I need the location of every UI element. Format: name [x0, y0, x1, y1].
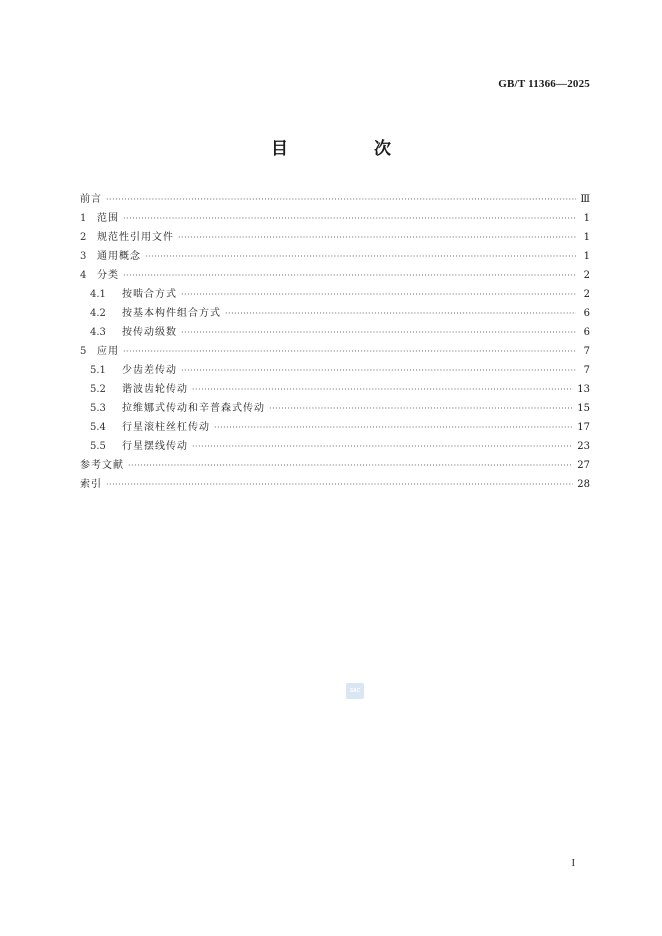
- toc-entry[interactable]: [80, 475, 590, 494]
- toc-entry-page: 1: [583, 232, 590, 243]
- toc-entry-label: 索引: [80, 479, 102, 490]
- toc-dot-leader: [128, 456, 573, 475]
- toc-entry-page: 27: [577, 460, 590, 471]
- toc-entry-label: 规范性引用文件: [97, 232, 174, 243]
- toc-dot-leader: [181, 285, 576, 304]
- toc-dot-leader: [106, 190, 576, 209]
- toc-entry[interactable]: [80, 437, 590, 456]
- toc-entry-number: 1: [80, 213, 87, 224]
- toc-entry-page: 13: [577, 384, 590, 395]
- standard-number: GB/T 11366—2025: [498, 78, 590, 90]
- toc-entry-number: 5.1: [90, 365, 106, 376]
- toc-entry-label: 分类: [97, 270, 119, 281]
- toc-entry[interactable]: [80, 266, 590, 285]
- toc-dot-leader: [145, 247, 576, 266]
- toc-entry-page: 7: [583, 346, 590, 357]
- toc-dot-leader: [181, 361, 576, 380]
- toc-entry[interactable]: [80, 285, 590, 304]
- toc-dot-leader: [192, 380, 573, 399]
- toc-entry-page: 2: [583, 270, 590, 281]
- toc-entry[interactable]: [80, 456, 590, 475]
- toc-entry-number: 4.2: [90, 308, 106, 319]
- toc-entry-number: 5.3: [90, 403, 106, 414]
- toc-entry-number: 5.5: [90, 441, 106, 452]
- toc-entry-page: 23: [577, 441, 590, 452]
- toc-entry-page: 17: [577, 422, 590, 433]
- toc-dot-leader: [178, 228, 576, 247]
- toc-entry-label: 按传动级数: [122, 327, 177, 338]
- table-of-contents: [80, 190, 590, 494]
- toc-entry-page: 1: [583, 251, 590, 262]
- toc-entry[interactable]: [80, 361, 590, 380]
- toc-entry-number: 5.4: [90, 422, 106, 433]
- toc-entry[interactable]: [80, 190, 590, 209]
- toc-entry-label: 行星摆线传动: [122, 441, 188, 452]
- toc-dot-leader: [181, 323, 576, 342]
- toc-dot-leader: [123, 209, 576, 228]
- toc-entry-label: 通用概念: [97, 251, 141, 262]
- page-number: I: [571, 858, 575, 869]
- toc-entry[interactable]: [80, 342, 590, 361]
- toc-entry[interactable]: [80, 380, 590, 399]
- toc-entry[interactable]: [80, 228, 590, 247]
- toc-entry[interactable]: [80, 304, 590, 323]
- toc-entry-page: 2: [583, 289, 590, 300]
- toc-entry-number: 5.2: [90, 384, 106, 395]
- toc-entry-page: 28: [577, 479, 590, 490]
- toc-entry-number: 4.3: [90, 327, 106, 338]
- toc-title: 目 次: [271, 139, 431, 159]
- toc-entry-page: 15: [577, 403, 590, 414]
- toc-entry-number: 2: [80, 232, 87, 243]
- toc-dot-leader: [214, 418, 573, 437]
- toc-entry[interactable]: [80, 399, 590, 418]
- toc-dot-leader: [192, 437, 573, 456]
- toc-entry[interactable]: [80, 418, 590, 437]
- toc-entry-label: 拉维娜式传动和辛普森式传动: [122, 403, 265, 414]
- toc-entry-number: 5: [80, 346, 87, 357]
- toc-entry-label: 行星滚柱丝杠传动: [122, 422, 210, 433]
- toc-entry[interactable]: [80, 323, 590, 342]
- toc-entry-label: 参考文献: [80, 460, 124, 471]
- toc-entry-number: 3: [80, 251, 87, 262]
- toc-entry[interactable]: [80, 209, 590, 228]
- toc-entry[interactable]: [80, 247, 590, 266]
- toc-entry-page: Ⅲ: [580, 194, 590, 205]
- toc-entry-page: 1: [583, 213, 590, 224]
- toc-dot-leader: [106, 475, 573, 494]
- watermark-logo-text: SAC: [349, 688, 361, 694]
- toc-entry-page: 7: [583, 365, 590, 376]
- toc-dot-leader: [225, 304, 576, 323]
- toc-dot-leader: [269, 399, 573, 418]
- toc-entry-label: 范围: [97, 213, 119, 224]
- toc-entry-page: 6: [583, 308, 590, 319]
- toc-entry-label: 应用: [97, 346, 119, 357]
- toc-entry-label: 按基本构件组合方式: [122, 308, 221, 319]
- watermark-logo: [346, 683, 364, 699]
- toc-entry-number: 4: [80, 270, 87, 281]
- toc-entry-number: 4.1: [90, 289, 106, 300]
- toc-entry-label: 前言: [80, 194, 102, 205]
- toc-entry-page: 6: [583, 327, 590, 338]
- toc-entry-label: 谐波齿轮传动: [122, 384, 188, 395]
- toc-entry-label: 按啮合方式: [122, 289, 177, 300]
- toc-dot-leader: [123, 342, 576, 361]
- toc-entry-label: 少齿差传动: [122, 365, 177, 376]
- toc-dot-leader: [123, 266, 576, 285]
